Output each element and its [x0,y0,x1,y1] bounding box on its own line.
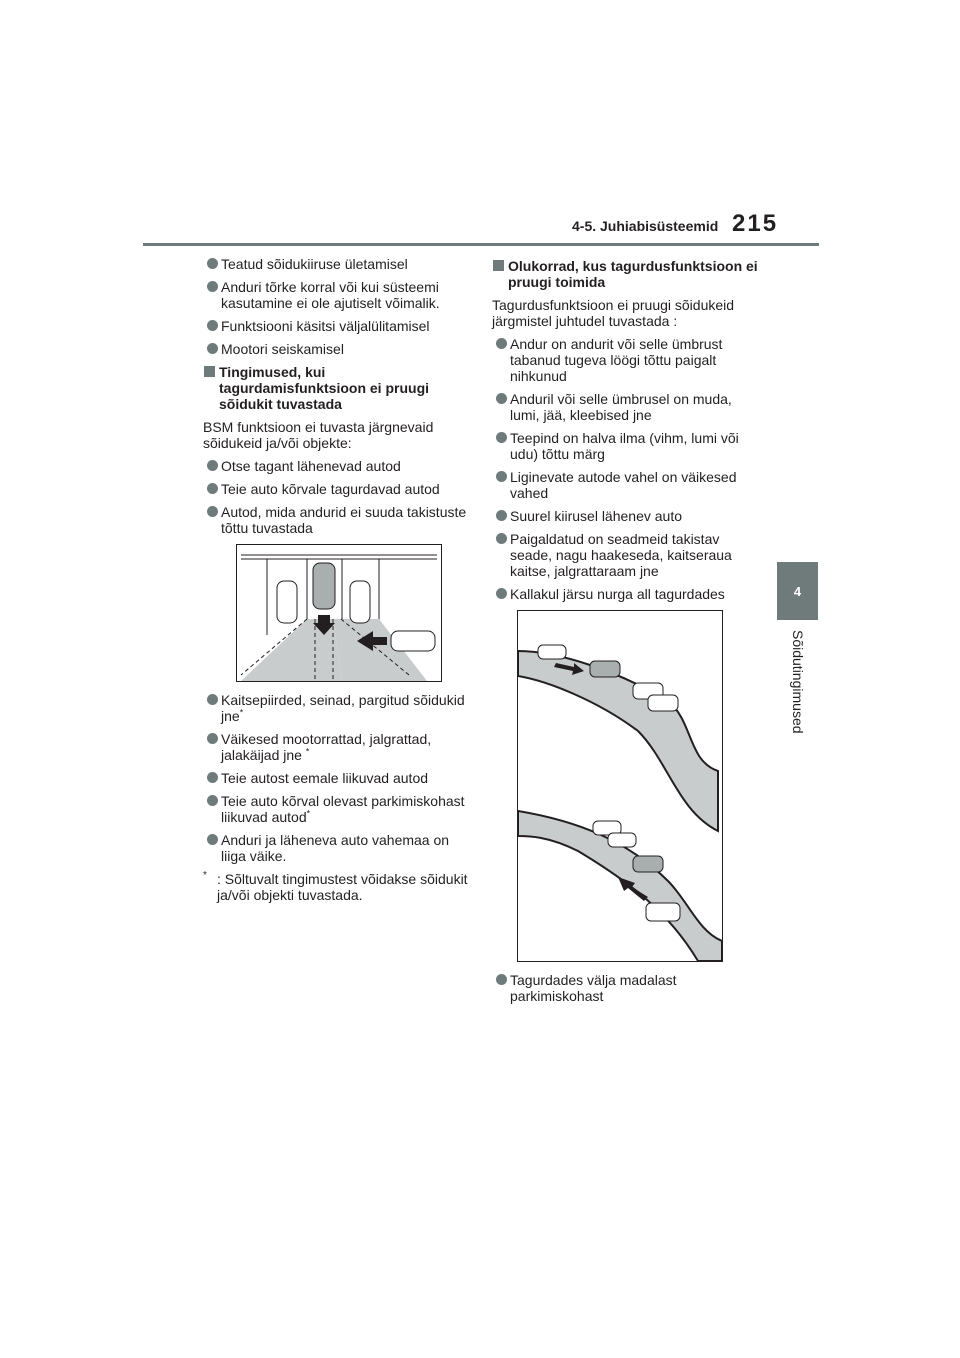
list-item: Suurel kiirusel lähenev auto [492,508,758,524]
bullet-icon [207,733,218,744]
bullet-icon [207,258,218,269]
section-heading: Olukorrad, kus tagurdusfunktsioon ei pruugi toimida [492,258,758,290]
page-number: 215 [732,210,779,237]
list-item: Autod, mida andurid ei suuda takistuste tõttu tuvastada [203,504,469,536]
footnote: * : Sõltuvalt tingimustest võidakse sõidukit ja/või objekti tuvastada. [203,870,468,903]
header-rule [143,243,819,246]
bullet-icon [207,834,218,845]
right-column [492,256,758,1011]
bullet-icon [207,772,218,783]
list-item: Otse tagant lähenevad autod [203,458,469,474]
list-item: Teatud sõidukiiruse ületamisel [203,256,469,272]
intro-text: Tagurdusfunktsioon ei pruugi sõidukeid järgmistel juhtudel tuvastada : [492,297,735,329]
list-item: Mootori seiskamisel [203,341,469,357]
bullet-icon [207,694,218,705]
list-item: Kallakul järsu nurga all tagurdades [492,586,758,602]
section-title: 4-5. Juhiabisüsteemid [572,218,719,234]
list-item: Teepind on halva ilma (vihm, lumi või udu) tõttu märg [492,430,758,462]
heading-square-icon [493,260,504,271]
bullet-icon [496,432,507,443]
list-item: Kaitsepiirded, seinad, pargitud sõidukid jne* [203,692,469,724]
list-item: Tagurdades välja madalast parkimiskohast [492,972,758,1004]
list-item: Väikesed mootorrattad, jalgrattad, jalakäijad jne * [203,731,469,763]
section-heading: Tingimused, kui tagurdamisfunktsioon ei pruugi sõidukit tuvastada [203,364,469,412]
intro-text: BSM funktsioon ei tuvasta järgnevaid sõidukeid ja/või objekte: [203,419,434,451]
parking-illustration [236,544,442,682]
list-item: Liginevate autode vahel on väikesed vahed [492,469,758,501]
bullet-icon [207,506,218,517]
list-item: Teie auto kõrvale tagurdavad autod [203,481,469,497]
chapter-label: Sõidutingimused [790,630,806,734]
bullet-icon [496,974,507,985]
bullet-icon [207,343,218,354]
bullet-icon [207,460,218,471]
left-column [203,256,469,903]
list-item: Paigaldatud on seadmeid takistav seade, nagu haakeseda, kaitseraua kaitse, jalgrattaraam jne [492,531,758,579]
list-item: Teie autost eemale liikuvad autod [203,770,469,786]
slope-illustration [517,610,723,962]
list-item: Funktsiooni käsitsi väljalülitamisel [203,318,469,334]
bullet-icon [207,281,218,292]
bullet-icon [496,393,507,404]
bullet-icon [496,533,507,544]
list-item: Anduri ja läheneva auto vahemaa on liiga väike. [203,832,469,864]
list-item: Teie auto kõrval olevast parkimiskohast liikuvad autod* [203,793,469,825]
bullet-icon [496,510,507,521]
list-item: Anduril või selle ümbrusel on muda, lumi, jää, kleebised jne [492,391,758,423]
bullet-icon [207,483,218,494]
list-item: Anduri tõrke korral või kui süsteemi kasutamine ei ole ajutiselt võimalik. [203,279,469,311]
bullet-icon [496,338,507,349]
bullet-icon [207,320,218,331]
heading-square-icon [204,366,215,377]
bullet-icon [496,471,507,482]
chapter-tab: 4 [777,562,818,620]
bullet-icon [496,588,507,599]
list-item: Andur on andurit või selle ümbrust tabanud tugeva löögi tõttu paigalt nihkunud [492,336,758,384]
bullet-icon [207,795,218,806]
